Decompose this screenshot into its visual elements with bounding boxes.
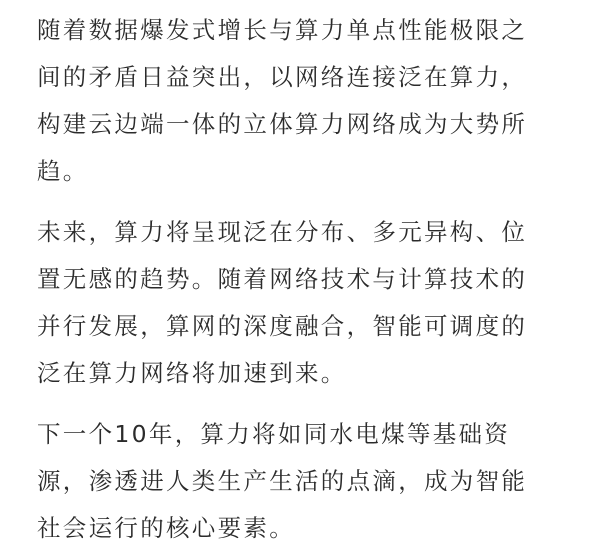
text-line: 未来，算力将呈现泛在分布、多元异构、位 xyxy=(37,218,528,246)
text-line: 源，渗透进人类生产生活的点滴，成为智能 xyxy=(37,467,528,495)
text-line: 间的矛盾日益突出，以网络连接泛在算力， xyxy=(37,63,528,91)
text-line: 趋。 xyxy=(37,157,89,185)
text-line: 社会运行的核心要素。 xyxy=(37,514,295,542)
text-line: 构建云边端一体的立体算力网络成为大势所 xyxy=(37,110,528,138)
paragraph-2 xyxy=(0,209,527,397)
paragraph-1 xyxy=(0,7,527,195)
paragraph-3 xyxy=(0,411,527,552)
text-line: 泛在算力网络将加速到来。 xyxy=(37,359,347,387)
text-line: 置无感的趋势。随着网络技术与计算技术的 xyxy=(37,265,528,293)
text-line: 并行发展，算网的深度融合，智能可调度的 xyxy=(37,312,528,340)
text-line: 随着数据爆发式增长与算力单点性能极限之 xyxy=(37,16,528,44)
text-line: 下一个10年，算力将如同水电煤等基础资 xyxy=(37,420,511,448)
